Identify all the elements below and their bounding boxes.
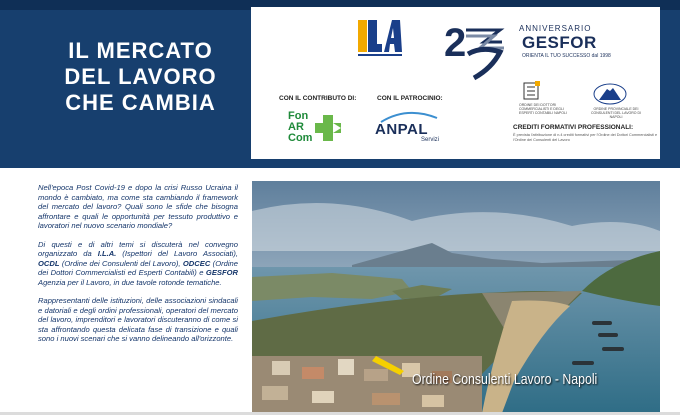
gesfor-logo [444, 16, 611, 82]
p2-text-d: (Ordine dei Dottori Commercialisti ed Esperti Contabili) e [38, 258, 238, 277]
header-banner [0, 0, 680, 168]
p2-odcec: ODCEC [182, 258, 211, 268]
p2-text-c: (Ordine dei Consulenti del Lavoro), [59, 258, 183, 268]
photo-caption: Ordine Consulenti Lavoro - Napoli [412, 371, 598, 388]
body-text [38, 183, 238, 353]
fonarcom-text [288, 111, 312, 144]
anpal-servizi: Servizi [421, 137, 440, 143]
fonarcom-plus-icon [315, 115, 341, 141]
paragraph-intro: Nell'epoca Post Covid-19 e dopo la crisi Russo Ucraina il mondo è cambiato, ma come sta cambiando il framework del mercato del lavoro? Quali sono le sfide che bisogna affrontare e quali le opportunità per tessuto produttivo e lavoratori nel nuovo scenario mondiale? [38, 183, 238, 230]
paragraph-participants: Rappresentanti delle istituzioni, delle associazioni sindacali e datoriali e degli ordini professionali, operatori del mercato del lavoro, imprenditori e lavoratori discuteranno di come si sta affrontando questa delicata fase di transizione e quali sono i nuovi scenari che si vanno delineando all'orizzonte. [38, 296, 238, 343]
p2-text-b: (Ispettori del Lavoro Associati), [116, 249, 238, 258]
paragraph-organizers [38, 240, 238, 288]
title-line-3: CHE CAMBIA [65, 90, 216, 115]
ila-logo [358, 18, 403, 58]
ordine-consulenti-logo [585, 83, 647, 117]
gesfor-name: GESFOR [522, 33, 597, 52]
patrocinio-label: CON IL PATROCINIO: [377, 95, 443, 102]
gesfor-anniversary: ANNIVERSARIO [519, 24, 592, 33]
contributo-label: CON IL CONTRIBUTO DI: [279, 95, 357, 102]
title-line-1: IL MERCATO [68, 38, 213, 63]
sponsors-panel [251, 7, 660, 159]
p2-text-e: Agenzia per il Lavoro, in due tavole rotonde tematiche. [38, 277, 222, 287]
p2-ila: I.L.A. [97, 249, 117, 258]
crediti-note: È prevista l'attribuzione di n.4 crediti formativi per l'Ordine dei Dottori Commercialisti e l'Ordine dei Consulenti del Lavoro [513, 133, 658, 142]
p2-ocdl: OCDL [38, 258, 60, 268]
fonarcom-line-2: AR [288, 121, 304, 133]
coastline-photo [252, 181, 660, 413]
svg-text:2: 2 [444, 21, 467, 65]
fonarcom-logo [288, 111, 348, 145]
ordine-consulenti-text: ORDINE PROVINCIALE DEI CONSULENTI DEL LAVORO DI NAPOLI [591, 107, 641, 119]
fonarcom-line-1: Fon [288, 110, 309, 122]
p2-gesfor: GESFOR [205, 268, 238, 277]
anpal-word: ANPAL [375, 121, 429, 138]
ordine-commercialisti-text: ORDINE DEI DOTTORI COMMERCIALISTI E DEGLI ESPERTI CONTABILI NAPOLI [519, 103, 567, 115]
p2-text-a: Di questi e di altri temi si discuterà nel convegno organizzato da [38, 239, 238, 258]
page-title [38, 38, 243, 116]
crediti-title: CREDITI FORMATIVI PROFESSIONALI: [513, 124, 634, 131]
title-line-2: DEL LAVORO [64, 64, 217, 89]
ordine-commercialisti-icon [521, 81, 541, 101]
ordine-commercialisti-logo [519, 81, 569, 115]
fonarcom-line-3: Com [288, 132, 313, 144]
vesuvius-icon [593, 83, 627, 105]
anpal-logo [375, 110, 445, 142]
gesfor-tagline: ORIENTA IL TUO SUCCESSO dal 1998 [522, 53, 611, 59]
